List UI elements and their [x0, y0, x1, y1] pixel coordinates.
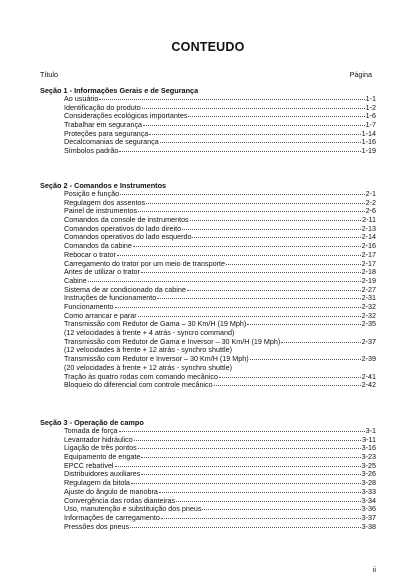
toc-entry-page: 3-34 — [361, 495, 376, 505]
toc-entry-page: 3-37 — [361, 512, 376, 522]
toc-entry-label: Tração às quatro rodas com comando mecânico — [64, 371, 218, 381]
toc-entry-label-line: (20 velocidades à frente + 12 atrás - synchro shuttle) — [64, 362, 232, 372]
toc-entry-label: Instruções de funcionamento — [64, 293, 157, 303]
toc-entry[interactable] — [40, 147, 376, 156]
toc-entry-label — [64, 355, 249, 372]
toc-entry-page: 3-28 — [361, 478, 376, 488]
dot-leader — [88, 280, 361, 282]
toc-entry-page: 1-14 — [361, 128, 376, 138]
toc-entry-page: 2-13 — [361, 223, 376, 233]
toc-section-1 — [40, 86, 376, 156]
toc-entry-label-line: Transmissão com Redutor de Gama – 30 Km/H (19 Mph) — [64, 319, 247, 329]
toc-entry-page: 2-19 — [361, 275, 376, 285]
toc-entry-label-line: (12 velocidades à frente + 12 atrás - synchro shuttle) — [64, 345, 232, 355]
section-title: Seção 2 - Comandos e Instrumentos — [40, 181, 167, 190]
dot-leader — [187, 289, 361, 291]
toc-entry-label: Comandos operativos do lado esquerdo — [64, 232, 192, 242]
toc-entry-page: 2-17 — [361, 258, 376, 268]
dot-leader — [247, 323, 360, 325]
dot-leader — [141, 473, 360, 475]
toc-entry-page: 2-32 — [361, 310, 376, 320]
toc-entry-label: Pressões dos pneus — [64, 521, 130, 531]
toc-entry-label: Comandos operativos do lado direito — [64, 223, 182, 233]
toc-entry-label: Funcionamento — [64, 301, 114, 311]
toc-entry-page: 3-23 — [361, 452, 376, 462]
toc-entry[interactable] — [40, 268, 376, 277]
toc-entry-page: 1-7 — [365, 120, 376, 130]
dot-leader — [188, 115, 364, 117]
page-title: CONTEUDO — [171, 40, 245, 54]
dot-leader — [134, 439, 361, 441]
page-number: ii — [372, 565, 376, 574]
dot-leader — [219, 376, 361, 378]
toc-entry-page: 2-16 — [361, 241, 376, 251]
toc-entry-label-line: Transmissão com Redutor de Gama e Inversor – 30 Km/H (19 Mph) — [64, 336, 281, 346]
dot-leader — [159, 491, 361, 493]
toc-entry-page: 3-1 — [365, 426, 376, 435]
column-header-page: Página — [349, 70, 372, 79]
dot-leader — [130, 526, 360, 528]
toc-entry-page: 3-36 — [361, 504, 376, 514]
toc-entry-page: 3-33 — [361, 486, 376, 496]
toc-entry-page: 1-19 — [361, 146, 376, 156]
dot-leader — [190, 219, 361, 221]
section-title: Seção 3 - Operação de campo — [40, 418, 144, 427]
dot-leader — [117, 254, 361, 256]
dot-leader — [182, 228, 361, 230]
toc-entry-label: Cabine — [64, 275, 87, 285]
toc-entry-page: 1-2 — [365, 102, 376, 112]
dot-leader — [133, 245, 361, 247]
toc-entry-label: Ao usuário — [64, 94, 99, 103]
dot-leader — [142, 107, 365, 109]
toc-entry-label: Tomada de força — [64, 426, 118, 435]
toc-entry-label: Regulagem dos assentos — [64, 197, 146, 207]
toc-entry-page: 2-17 — [361, 249, 376, 259]
toc-entry-page: 2-42 — [361, 380, 376, 390]
toc-entry-label: EPCC rebatível — [64, 460, 114, 470]
toc-entry-page: 1-1 — [365, 94, 376, 103]
toc-entry-page: 1-6 — [365, 111, 376, 121]
toc-entry-label: Distribuidores auxiliares — [64, 469, 141, 479]
dot-leader — [138, 315, 361, 317]
dot-leader — [157, 297, 360, 299]
toc-entry-label-line: (12 velocidades à frente + 4 atrás - syncro command) — [64, 328, 235, 338]
toc-entry-label: Painel de instrumentos — [64, 206, 138, 216]
toc-entry[interactable] — [40, 355, 376, 372]
dot-leader — [99, 98, 364, 100]
toc-entry-label: Antes de utilizar o trator — [64, 267, 140, 277]
toc-entry-label-line: Transmissão com Redutor e Inversor – 30 Km/H (19 Mph) — [64, 354, 249, 364]
toc-entry-label: Uso, manutenção e substituição dos pneus — [64, 504, 202, 514]
toc-entry-label: Ligação de três pontos — [64, 443, 137, 453]
toc-entry-page: 2-41 — [361, 371, 376, 381]
toc-entry-page: 2-27 — [361, 284, 376, 294]
toc-entry-page: 3-26 — [361, 469, 376, 479]
toc-entry-label: Símbolos padrão — [64, 146, 119, 156]
toc-entry-label — [64, 320, 246, 337]
toc-entry-page: 2-35 — [361, 319, 376, 329]
toc-entry-page: 2-39 — [361, 354, 376, 364]
toc-entry-page: 2-37 — [361, 336, 376, 346]
dot-leader — [119, 430, 365, 432]
toc-entry-page: 3-11 — [362, 434, 376, 444]
toc-entry-label: Sistema de ar condicionado da cabine — [64, 284, 186, 294]
toc-entry-label: Bloqueio do diferencial com controle mecânico — [64, 380, 213, 390]
toc-entry[interactable] — [40, 338, 376, 355]
dot-leader — [115, 306, 361, 308]
dot-leader — [149, 133, 360, 135]
dot-leader — [141, 456, 360, 458]
dot-leader — [143, 124, 365, 126]
toc-entry-label: Posição e função — [64, 189, 120, 198]
dot-leader — [160, 141, 361, 143]
dot-leader — [119, 150, 360, 152]
toc-entry[interactable] — [40, 320, 376, 337]
toc-entry-page: 3-38 — [361, 521, 376, 531]
dot-leader — [138, 210, 364, 212]
dot-leader — [281, 341, 360, 343]
dot-leader — [250, 358, 361, 360]
toc-entry-label: Como arrancar e parar — [64, 310, 137, 320]
toc-entry-page: 2-1 — [365, 189, 376, 198]
toc-entry-page: 2-6 — [365, 206, 376, 216]
toc-entry-label: Ajuste do ângulo de manobra — [64, 486, 158, 496]
dot-leader — [120, 193, 364, 195]
section-title: Seção 1 - Informações Gerais e de Segurança — [40, 86, 199, 95]
toc-entry-label: Comandos da console de instrumentos — [64, 215, 189, 225]
toc-entry-page: 2-14 — [361, 232, 376, 242]
dot-leader — [214, 384, 361, 386]
dot-leader — [161, 517, 361, 519]
toc-entry-page: 3-16 — [361, 443, 376, 453]
dot-leader — [141, 271, 361, 273]
toc-entry[interactable] — [40, 523, 376, 532]
toc-entry-label: Considerações ecológicas importantes — [64, 111, 188, 121]
toc-entry-label: Decalcomanias de segurança — [64, 137, 159, 147]
toc-entry-label: Carregamento do trator por um meio de transporte — [64, 258, 225, 268]
toc-section-2 — [40, 181, 376, 390]
toc-entry-label: Comandos da cabine — [64, 241, 132, 251]
column-header-title: Título — [40, 70, 58, 79]
dot-leader — [192, 236, 360, 238]
dot-leader — [202, 508, 360, 510]
dot-leader — [131, 482, 361, 484]
toc-entry-label: Levantador hidráulico — [64, 434, 133, 444]
toc-entry-label: Proteções para segurança — [64, 128, 149, 138]
toc-entry-page: 1-16 — [361, 137, 376, 147]
toc-entry-label: Trabalhar em segurança — [64, 120, 143, 130]
toc-entry-label: Convergência das rodas dianteiras — [64, 495, 176, 505]
toc-entry[interactable] — [40, 381, 376, 390]
toc-entry-label: Informações de carregamento — [64, 512, 160, 522]
dot-leader — [138, 447, 361, 449]
toc-entry-page: 2-32 — [361, 301, 376, 311]
toc-entry-page: 2-2 — [365, 197, 376, 207]
dot-leader — [176, 500, 361, 502]
toc-entry-label: Identificação do produto — [64, 102, 141, 112]
toc-entry-page: 2-18 — [361, 267, 376, 277]
toc-entry-label: Equipamento de engate — [64, 452, 141, 462]
dot-leader — [146, 202, 365, 204]
toc-entry-label: Regulagem da bitola — [64, 478, 130, 488]
toc-entry-page: 2-11 — [362, 215, 376, 225]
toc-entry-page: 3-25 — [361, 460, 376, 470]
toc-section-3 — [40, 418, 376, 531]
dot-leader — [226, 263, 361, 265]
toc-entry-page: 2-31 — [361, 293, 376, 303]
toc-entry-label — [64, 338, 280, 355]
toc-entry-label: Rebocar o trator — [64, 249, 116, 259]
dot-leader — [115, 465, 361, 467]
